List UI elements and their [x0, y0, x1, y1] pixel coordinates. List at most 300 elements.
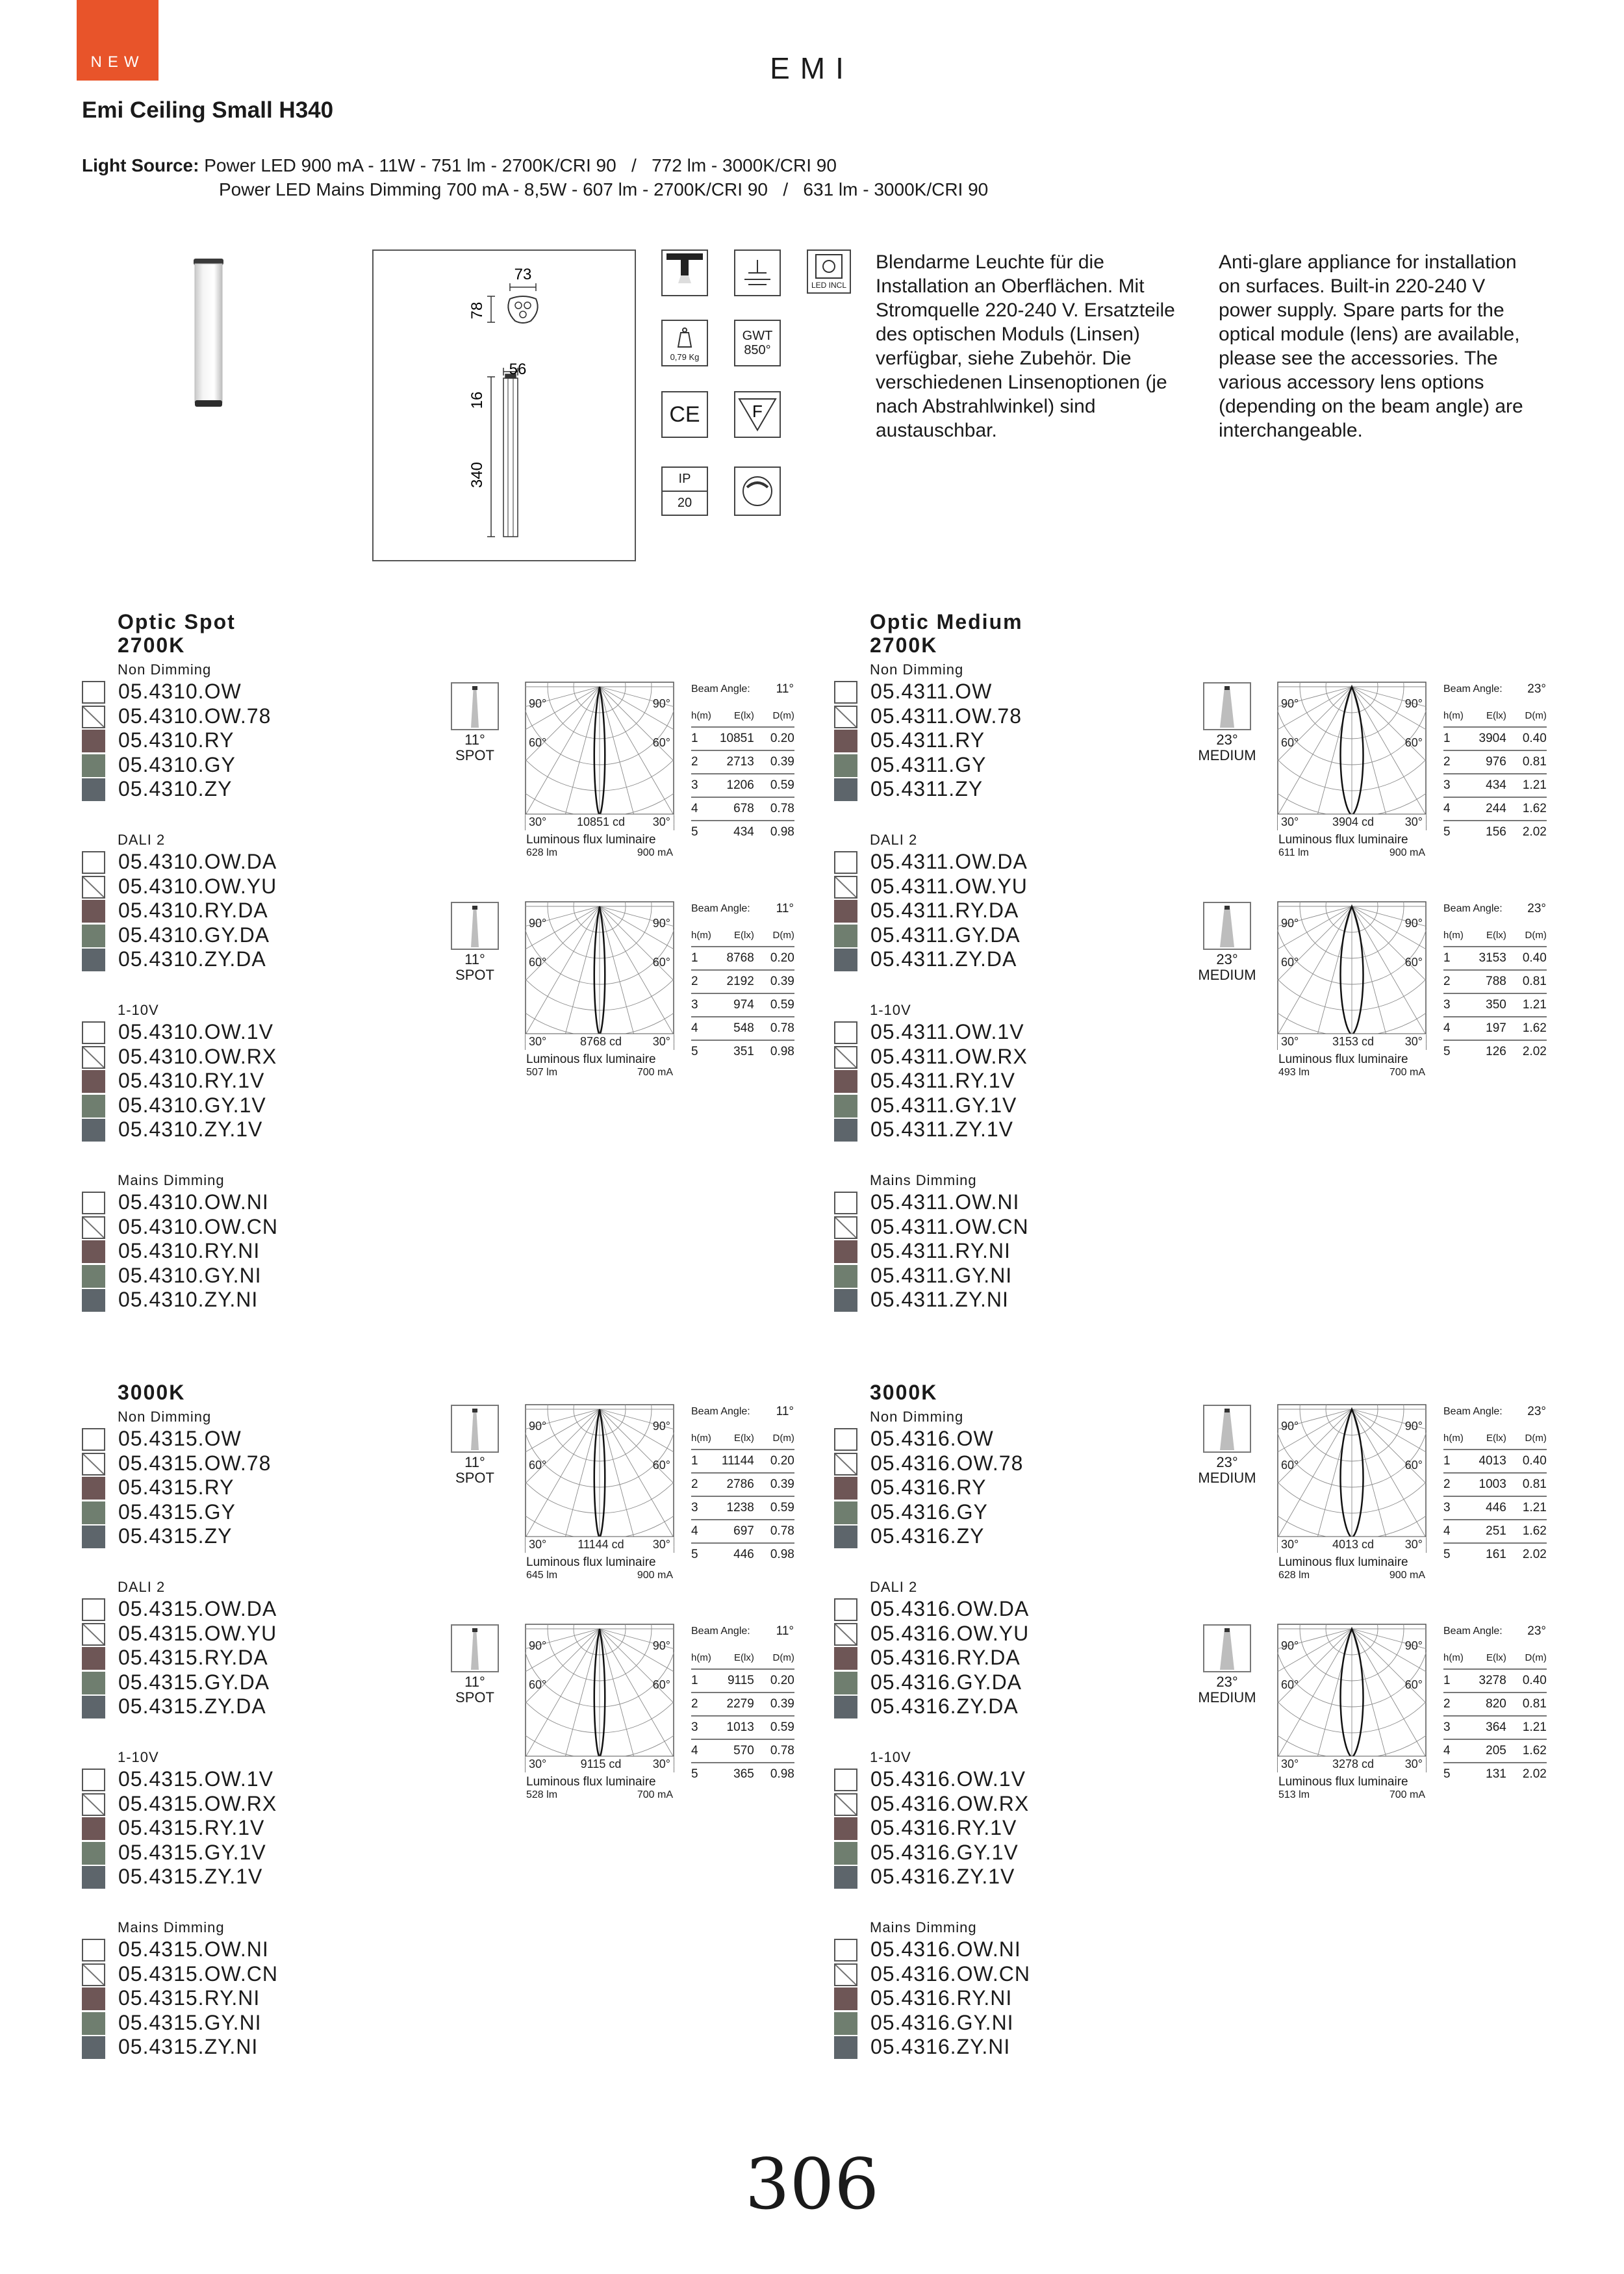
product-code: 05.4311.ZY.DA: [870, 947, 1017, 971]
beam-table-row: [691, 750, 794, 774]
col-height: h(m): [691, 1652, 711, 1663]
height-cell: 3: [691, 993, 711, 1017]
optic-type-text: SPOT: [455, 967, 494, 983]
finish-swatch: [834, 1623, 857, 1646]
lumen-value: 513 lm: [1278, 1789, 1310, 1800]
angle-label-90-right: 90°: [1404, 697, 1423, 710]
product-code: 05.4311.GY.1V: [870, 1093, 1017, 1117]
beam-table-row: [1443, 1739, 1547, 1763]
product-code-row[interactable]: [834, 899, 1224, 923]
product-code-row[interactable]: [82, 850, 472, 874]
optic-angle-text: 11°: [464, 951, 485, 967]
finish-swatch: [82, 730, 105, 752]
finish-swatch: [834, 1453, 857, 1476]
finish-swatch: [834, 1428, 857, 1451]
class-symbol-icon: [734, 249, 781, 296]
product-code-row[interactable]: [82, 1427, 472, 1451]
product-code-row[interactable]: [834, 1792, 1224, 1816]
optic-angle-text: 11°: [464, 1674, 485, 1690]
product-code: 05.4316.RY.NI: [870, 1986, 1013, 2010]
illuminance-cell: 8768: [711, 947, 754, 970]
product-code-row[interactable]: [82, 899, 472, 923]
illuminance-cell: 446: [1464, 1496, 1506, 1520]
product-code-row[interactable]: [82, 777, 472, 801]
product-code: 05.4315.GY: [118, 1500, 236, 1524]
beam-angle-label: Beam Angle:: [691, 683, 750, 695]
product-code: 05.4311.ZY.NI: [870, 1288, 1009, 1311]
finish-swatch: [834, 1817, 857, 1840]
section-temperature: 2700K: [870, 633, 938, 657]
ceiling-mount-icon: [661, 249, 708, 296]
finish-swatch: [82, 1939, 105, 1961]
product-code-row[interactable]: [82, 1451, 472, 1476]
beam-table-row: [691, 993, 794, 1017]
finish-group-label: Mains Dimming: [118, 1919, 225, 1935]
product-code-row[interactable]: [834, 1020, 1224, 1044]
finish-swatch: [82, 1240, 105, 1263]
diameter-cell: 0.81: [1506, 1473, 1547, 1496]
product-code: 05.4316.RY.1V: [870, 1816, 1017, 1839]
optic-beam-icon: [451, 682, 499, 730]
product-code-row[interactable]: [834, 1118, 1224, 1142]
col-height: h(m): [1443, 929, 1464, 941]
diameter-cell: 0.40: [1506, 1669, 1547, 1693]
finish-swatch: [834, 1216, 857, 1239]
product-code: 05.4311.OW.YU: [870, 874, 1028, 898]
product-code-row[interactable]: [82, 680, 472, 704]
diameter-cell: 0.81: [1506, 1693, 1547, 1716]
illuminance-cell: 548: [711, 1017, 754, 1040]
product-code-row[interactable]: [82, 1069, 472, 1093]
beam-table-header: [691, 1646, 794, 1669]
finish-swatch: [834, 1598, 857, 1621]
finish-swatch: [834, 1672, 857, 1694]
flux-label: Luminous flux luminaire: [1278, 1555, 1408, 1569]
polar-diagram: [1277, 1404, 1427, 1553]
product-code-row[interactable]: [82, 1093, 472, 1118]
led-included-icon: [807, 249, 851, 294]
angle-label-90-left: 90°: [1281, 917, 1299, 930]
product-code-row[interactable]: [834, 1239, 1224, 1263]
f-mark-icon: [734, 391, 781, 438]
finish-swatch: [834, 1265, 857, 1288]
angle-label-90-left: 90°: [529, 1639, 547, 1652]
product-code-row[interactable]: [82, 1841, 472, 1865]
finish-group-label: DALI 2: [118, 832, 166, 848]
diameter-cell: 0.59: [754, 993, 794, 1017]
product-code-row[interactable]: [82, 1792, 472, 1816]
finish-group-label: DALI 2: [870, 832, 918, 848]
beam-table: [1443, 682, 1554, 851]
beam-angle-value: 23°: [1527, 1405, 1546, 1418]
diameter-cell: 0.39: [754, 970, 794, 993]
finish-swatch: [834, 2036, 857, 2059]
product-code: 05.4310.OW.RX: [118, 1044, 277, 1068]
photometric-block: [451, 1624, 815, 1832]
description-en: Anti-glare appliance for installation on surfaces. Built-in 220-240 V power supply. Spare parts for the optical module (lens) are available, please see the accessories. The various accessory lens options (depending on the beam angle) are interchangeable.: [1219, 251, 1523, 441]
polar-diagram: [1277, 901, 1427, 1051]
beam-table-row: [1443, 1017, 1547, 1040]
diameter-cell: 0.59: [754, 774, 794, 797]
illuminance-cell: 131: [1464, 1763, 1506, 1785]
beam-table-row: [691, 1739, 794, 1763]
illuminance-cell: 678: [711, 797, 754, 821]
product-code-row[interactable]: [834, 1694, 1224, 1718]
height-cell: 2: [1443, 750, 1464, 774]
product-code-row[interactable]: [834, 1962, 1224, 1986]
beam-data-table: [691, 1427, 794, 1566]
product-code-row[interactable]: [834, 777, 1224, 801]
optic-beam-icon: [451, 1624, 499, 1672]
product-code-row[interactable]: [82, 1045, 472, 1069]
finish-group-label: Non Dimming: [870, 661, 964, 678]
current-value: 700 mA: [637, 1067, 673, 1078]
height-cell: 2: [691, 1693, 711, 1716]
height-cell: 3: [691, 1496, 711, 1520]
height-cell: 4: [1443, 1739, 1464, 1763]
product-code-row[interactable]: [82, 1020, 472, 1044]
finish-group-label: Non Dimming: [118, 661, 212, 678]
illuminance-cell: 365: [711, 1763, 754, 1785]
height-cell: 5: [691, 821, 711, 843]
product-title: Emi Ceiling Small H340: [82, 97, 334, 123]
page-number: 306: [744, 2144, 880, 2225]
product-code: 05.4311.RY.DA: [870, 899, 1019, 922]
beam-table-row: [1443, 1693, 1547, 1716]
illuminance-cell: 161: [1464, 1543, 1506, 1566]
beam-table-row: [1443, 727, 1547, 750]
illuminance-cell: 156: [1464, 821, 1506, 843]
product-code-row[interactable]: [834, 1865, 1224, 1889]
angle-label-60-left: 60°: [529, 1459, 547, 1472]
finish-swatch: [82, 1987, 105, 2010]
illuminance-cell: 697: [711, 1520, 754, 1543]
illuminance-cell: 364: [1464, 1716, 1506, 1739]
product-code-row[interactable]: [834, 680, 1224, 704]
product-code: 05.4311.RY: [870, 728, 985, 752]
finish-swatch: [834, 1192, 857, 1214]
product-code: 05.4311.ZY: [870, 777, 983, 800]
product-code-row[interactable]: [834, 1451, 1224, 1476]
product-code: 05.4310.OW.78: [118, 704, 272, 728]
led-incl-text: LED INCL: [811, 281, 847, 290]
finish-group-label: Non Dimming: [118, 1409, 212, 1425]
optic-type-text: SPOT: [455, 747, 494, 763]
product-code-row[interactable]: [834, 1816, 1224, 1840]
dim-16: 16: [468, 391, 486, 409]
diameter-cell: 0.98: [754, 1763, 794, 1785]
finish-swatch: [82, 1793, 105, 1816]
angle-label-90-right: 90°: [652, 1639, 670, 1652]
illuminance-cell: 1206: [711, 774, 754, 797]
illuminance-cell: 3153: [1464, 947, 1506, 970]
illuminance-cell: 974: [711, 993, 754, 1017]
candela-value: 3153 cd: [1332, 1035, 1375, 1048]
finish-swatch: [834, 925, 857, 947]
beam-table-row: [691, 797, 794, 821]
angle-label-60-left: 60°: [1281, 1678, 1299, 1691]
diameter-cell: 0.40: [1506, 947, 1547, 970]
product-code: 05.4311.RY.1V: [870, 1069, 1015, 1092]
product-code: 05.4316.GY: [870, 1500, 988, 1524]
product-code: 05.4315.ZY.NI: [118, 2035, 259, 2058]
product-code: 05.4310.ZY.DA: [118, 947, 266, 971]
height-cell: 4: [1443, 797, 1464, 821]
product-code: 05.4311.RY.NI: [870, 1239, 1011, 1262]
finish-swatch: [834, 1046, 857, 1069]
product-code: 05.4315.GY.DA: [118, 1670, 270, 1694]
col-height: h(m): [691, 1432, 711, 1444]
finish-swatch: [82, 1623, 105, 1646]
product-code-row[interactable]: [82, 1500, 472, 1524]
product-code-row[interactable]: [834, 1427, 1224, 1451]
beam-table-row: [691, 821, 794, 843]
product-code-row[interactable]: [834, 1500, 1224, 1524]
beam-table: [1443, 1405, 1554, 1574]
section-temperature: 3000K: [870, 1381, 938, 1404]
product-code-row[interactable]: [82, 1986, 472, 2010]
product-code-row[interactable]: [834, 923, 1224, 947]
product-code-row[interactable]: [834, 1524, 1224, 1548]
product-code-row[interactable]: [82, 1239, 472, 1263]
product-code-row[interactable]: [834, 1069, 1224, 1093]
diameter-cell: 0.39: [754, 1473, 794, 1496]
illuminance-cell: 788: [1464, 970, 1506, 993]
diameter-cell: 0.39: [754, 1693, 794, 1716]
beam-table-row: [1443, 1473, 1547, 1496]
beam-table-row: [1443, 1520, 1547, 1543]
diameter-cell: 0.78: [754, 1739, 794, 1763]
candela-value: 9115 cd: [580, 1757, 622, 1770]
product-code: 05.4316.GY.1V: [870, 1840, 1019, 1864]
finish-swatch: [82, 706, 105, 728]
product-code-row[interactable]: [82, 1816, 472, 1840]
product-code: 05.4310.GY: [118, 752, 236, 776]
product-code-row[interactable]: [834, 1986, 1224, 2010]
beam-table-row: [691, 947, 794, 970]
product-code: 05.4315.OW.NI: [118, 1937, 269, 1961]
height-cell: 5: [1443, 1040, 1464, 1063]
product-code: 05.4311.OW.CN: [870, 1214, 1029, 1238]
polar-diagram: [525, 1404, 674, 1553]
beam-table-row: [1443, 774, 1547, 797]
product-code-row[interactable]: [82, 2035, 472, 2059]
angle-label-90-left: 90°: [529, 917, 547, 930]
light-source-line-2: Power LED Mains Dimming 700 mA - 8,5W - 607 lm - 2700K/CRI 90 / 631 lm - 3000K/CRI 90: [219, 179, 989, 199]
col-height: h(m): [1443, 1652, 1464, 1663]
product-code-row[interactable]: [834, 1045, 1224, 1069]
product-code-row[interactable]: [82, 1670, 472, 1694]
col-illuminance: E(lx): [734, 1652, 754, 1663]
finish-swatch: [82, 1070, 105, 1093]
current-value: 700 mA: [1389, 1789, 1425, 1800]
product-code-row[interactable]: [834, 1093, 1224, 1118]
product-code-row[interactable]: [82, 1264, 472, 1288]
product-code-row[interactable]: [834, 1597, 1224, 1621]
angle-label-90-right: 90°: [1404, 1639, 1423, 1652]
product-code-row[interactable]: [834, 704, 1224, 728]
optic-type-text: SPOT: [455, 1470, 494, 1486]
illuminance-cell: 11144: [711, 1450, 754, 1473]
product-code-row[interactable]: [82, 1937, 472, 1961]
finish-group-label: DALI 2: [118, 1579, 166, 1595]
product-code-row[interactable]: [834, 1476, 1224, 1500]
product-code-row[interactable]: [834, 850, 1224, 874]
finish-swatch: [82, 1696, 105, 1718]
product-code-row[interactable]: [82, 704, 472, 728]
angle-label-60-right: 60°: [1404, 1678, 1423, 1691]
beam-table-header: [1443, 1427, 1547, 1450]
product-code-row[interactable]: [82, 923, 472, 947]
diameter-cell: 0.39: [754, 750, 794, 774]
product-code: 05.4311.GY.DA: [870, 923, 1021, 947]
angle-label-90-right: 90°: [1404, 1420, 1423, 1433]
beam-angle-value: 11°: [776, 902, 794, 915]
product-code-row[interactable]: [834, 1215, 1224, 1239]
illuminance-cell: 3904: [1464, 727, 1506, 750]
product-code-row[interactable]: [834, 1841, 1224, 1865]
product-code-row[interactable]: [82, 1962, 472, 1986]
finish-group-label: Mains Dimming: [118, 1172, 225, 1188]
height-cell: 4: [691, 1739, 711, 1763]
candela-value: 3904 cd: [1332, 815, 1375, 828]
product-code-row[interactable]: [834, 2035, 1224, 2059]
optic-angle-text: 23°: [1216, 1454, 1238, 1470]
product-code-row[interactable]: [82, 728, 472, 752]
product-code-row[interactable]: [82, 1622, 472, 1646]
height-cell: 5: [691, 1543, 711, 1566]
product-code: 05.4316.OW.78: [870, 1451, 1024, 1475]
optic-angle-text: 23°: [1216, 951, 1238, 967]
col-height: h(m): [691, 929, 711, 941]
product-code-row[interactable]: [834, 728, 1224, 752]
product-code: 05.4310.RY.DA: [118, 899, 268, 922]
product-code-row[interactable]: [834, 1190, 1224, 1214]
illuminance-cell: 2279: [711, 1693, 754, 1716]
product-code-row[interactable]: [834, 1264, 1224, 1288]
angle-label-90-left: 90°: [529, 1420, 547, 1433]
product-code-row[interactable]: [82, 1597, 472, 1621]
product-code-row[interactable]: [82, 1524, 472, 1548]
product-code-row[interactable]: [82, 947, 472, 971]
angle-label-30-right: 30°: [1404, 1035, 1423, 1048]
technical-drawing-box: [372, 249, 636, 561]
optic-type-text: SPOT: [455, 1689, 494, 1706]
product-code-row[interactable]: [82, 1215, 472, 1239]
product-code-row[interactable]: [82, 1476, 472, 1500]
product-code-row[interactable]: [82, 1288, 472, 1312]
diameter-cell: 1.21: [1506, 1496, 1547, 1520]
height-cell: 1: [691, 947, 711, 970]
finish-swatch: [834, 1987, 857, 2010]
technical-drawing: [374, 251, 635, 560]
product-code-row[interactable]: [82, 1646, 472, 1670]
beam-table-row: [691, 1693, 794, 1716]
height-cell: 1: [691, 727, 711, 750]
angle-label-60-right: 60°: [1404, 1459, 1423, 1472]
finish-swatch: [82, 1477, 105, 1500]
product-code: 05.4311.ZY.1V: [870, 1118, 1013, 1141]
photometric-block: [451, 1405, 815, 1613]
col-diameter: D(m): [772, 1432, 794, 1444]
product-code: 05.4316.OW.RX: [870, 1791, 1030, 1815]
finish-swatch: [82, 754, 105, 777]
product-code-row[interactable]: [834, 947, 1224, 971]
finish-swatch: [82, 1428, 105, 1451]
product-code: 05.4315.OW.RX: [118, 1791, 277, 1815]
product-code: 05.4315.GY.1V: [118, 1840, 266, 1864]
beam-angle-label: Beam Angle:: [1443, 1406, 1503, 1417]
finish-swatch: [834, 1647, 857, 1670]
finish-swatch: [82, 1501, 105, 1524]
product-code-row[interactable]: [82, 1865, 472, 1889]
finish-swatch: [82, 1119, 105, 1142]
light-source-label: Light Source:: [82, 155, 199, 175]
product-code-row[interactable]: [82, 1767, 472, 1791]
angle-label-60-left: 60°: [529, 956, 547, 969]
flux-label: Luminous flux luminaire: [526, 1555, 656, 1569]
product-code-row[interactable]: [834, 1937, 1224, 1961]
product-code-row[interactable]: [834, 1288, 1224, 1312]
product-code-row[interactable]: [82, 1190, 472, 1214]
beam-table-row: [691, 1017, 794, 1040]
product-code-row[interactable]: [834, 1767, 1224, 1791]
angle-label-90-right: 90°: [652, 697, 670, 710]
diameter-cell: 1.62: [1506, 797, 1547, 821]
product-code-row[interactable]: [834, 753, 1224, 777]
illuminance-cell: 3278: [1464, 1669, 1506, 1693]
product-code-row[interactable]: [834, 875, 1224, 899]
height-cell: 2: [1443, 1693, 1464, 1716]
height-cell: 4: [691, 1017, 711, 1040]
product-code: 05.4310.OW: [118, 680, 242, 703]
product-code-row[interactable]: [82, 753, 472, 777]
beam-table-row: [691, 1669, 794, 1693]
product-code: 05.4310.ZY.NI: [118, 1288, 259, 1311]
product-code-row[interactable]: [82, 1694, 472, 1718]
beam-table-row: [1443, 1450, 1547, 1473]
product-code: 05.4311.GY.NI: [870, 1263, 1013, 1287]
col-diameter: D(m): [772, 1652, 794, 1663]
diameter-cell: 2.02: [1506, 1763, 1547, 1785]
gwt-text: GWT: [742, 329, 773, 343]
beam-table-row: [691, 1543, 794, 1566]
product-code: 05.4311.OW.NI: [870, 1190, 1020, 1214]
product-code-row[interactable]: [82, 875, 472, 899]
product-code-row[interactable]: [82, 2011, 472, 2035]
product-code-row[interactable]: [834, 2011, 1224, 2035]
height-cell: 5: [1443, 821, 1464, 843]
finish-swatch: [82, 1046, 105, 1069]
product-code-row[interactable]: [834, 1670, 1224, 1694]
finish-swatch: [82, 876, 105, 899]
product-code-row[interactable]: [834, 1646, 1224, 1670]
angle-label-90-left: 90°: [1281, 697, 1299, 710]
illuminance-cell: 197: [1464, 1017, 1506, 1040]
height-cell: 1: [1443, 727, 1464, 750]
angle-label-30-right: 30°: [1404, 815, 1423, 828]
candela-value: 11144 cd: [577, 1538, 624, 1551]
product-code-row[interactable]: [834, 1622, 1224, 1646]
finish-swatch: [82, 1842, 105, 1865]
polar-diagram: [525, 1624, 674, 1773]
flux-label: Luminous flux luminaire: [526, 833, 656, 847]
polar-diagram: [1277, 682, 1427, 831]
product-code-row[interactable]: [82, 1118, 472, 1142]
angle-label-30-left: 30°: [1281, 1035, 1299, 1048]
height-cell: 1: [1443, 1450, 1464, 1473]
diameter-cell: 0.20: [754, 1450, 794, 1473]
